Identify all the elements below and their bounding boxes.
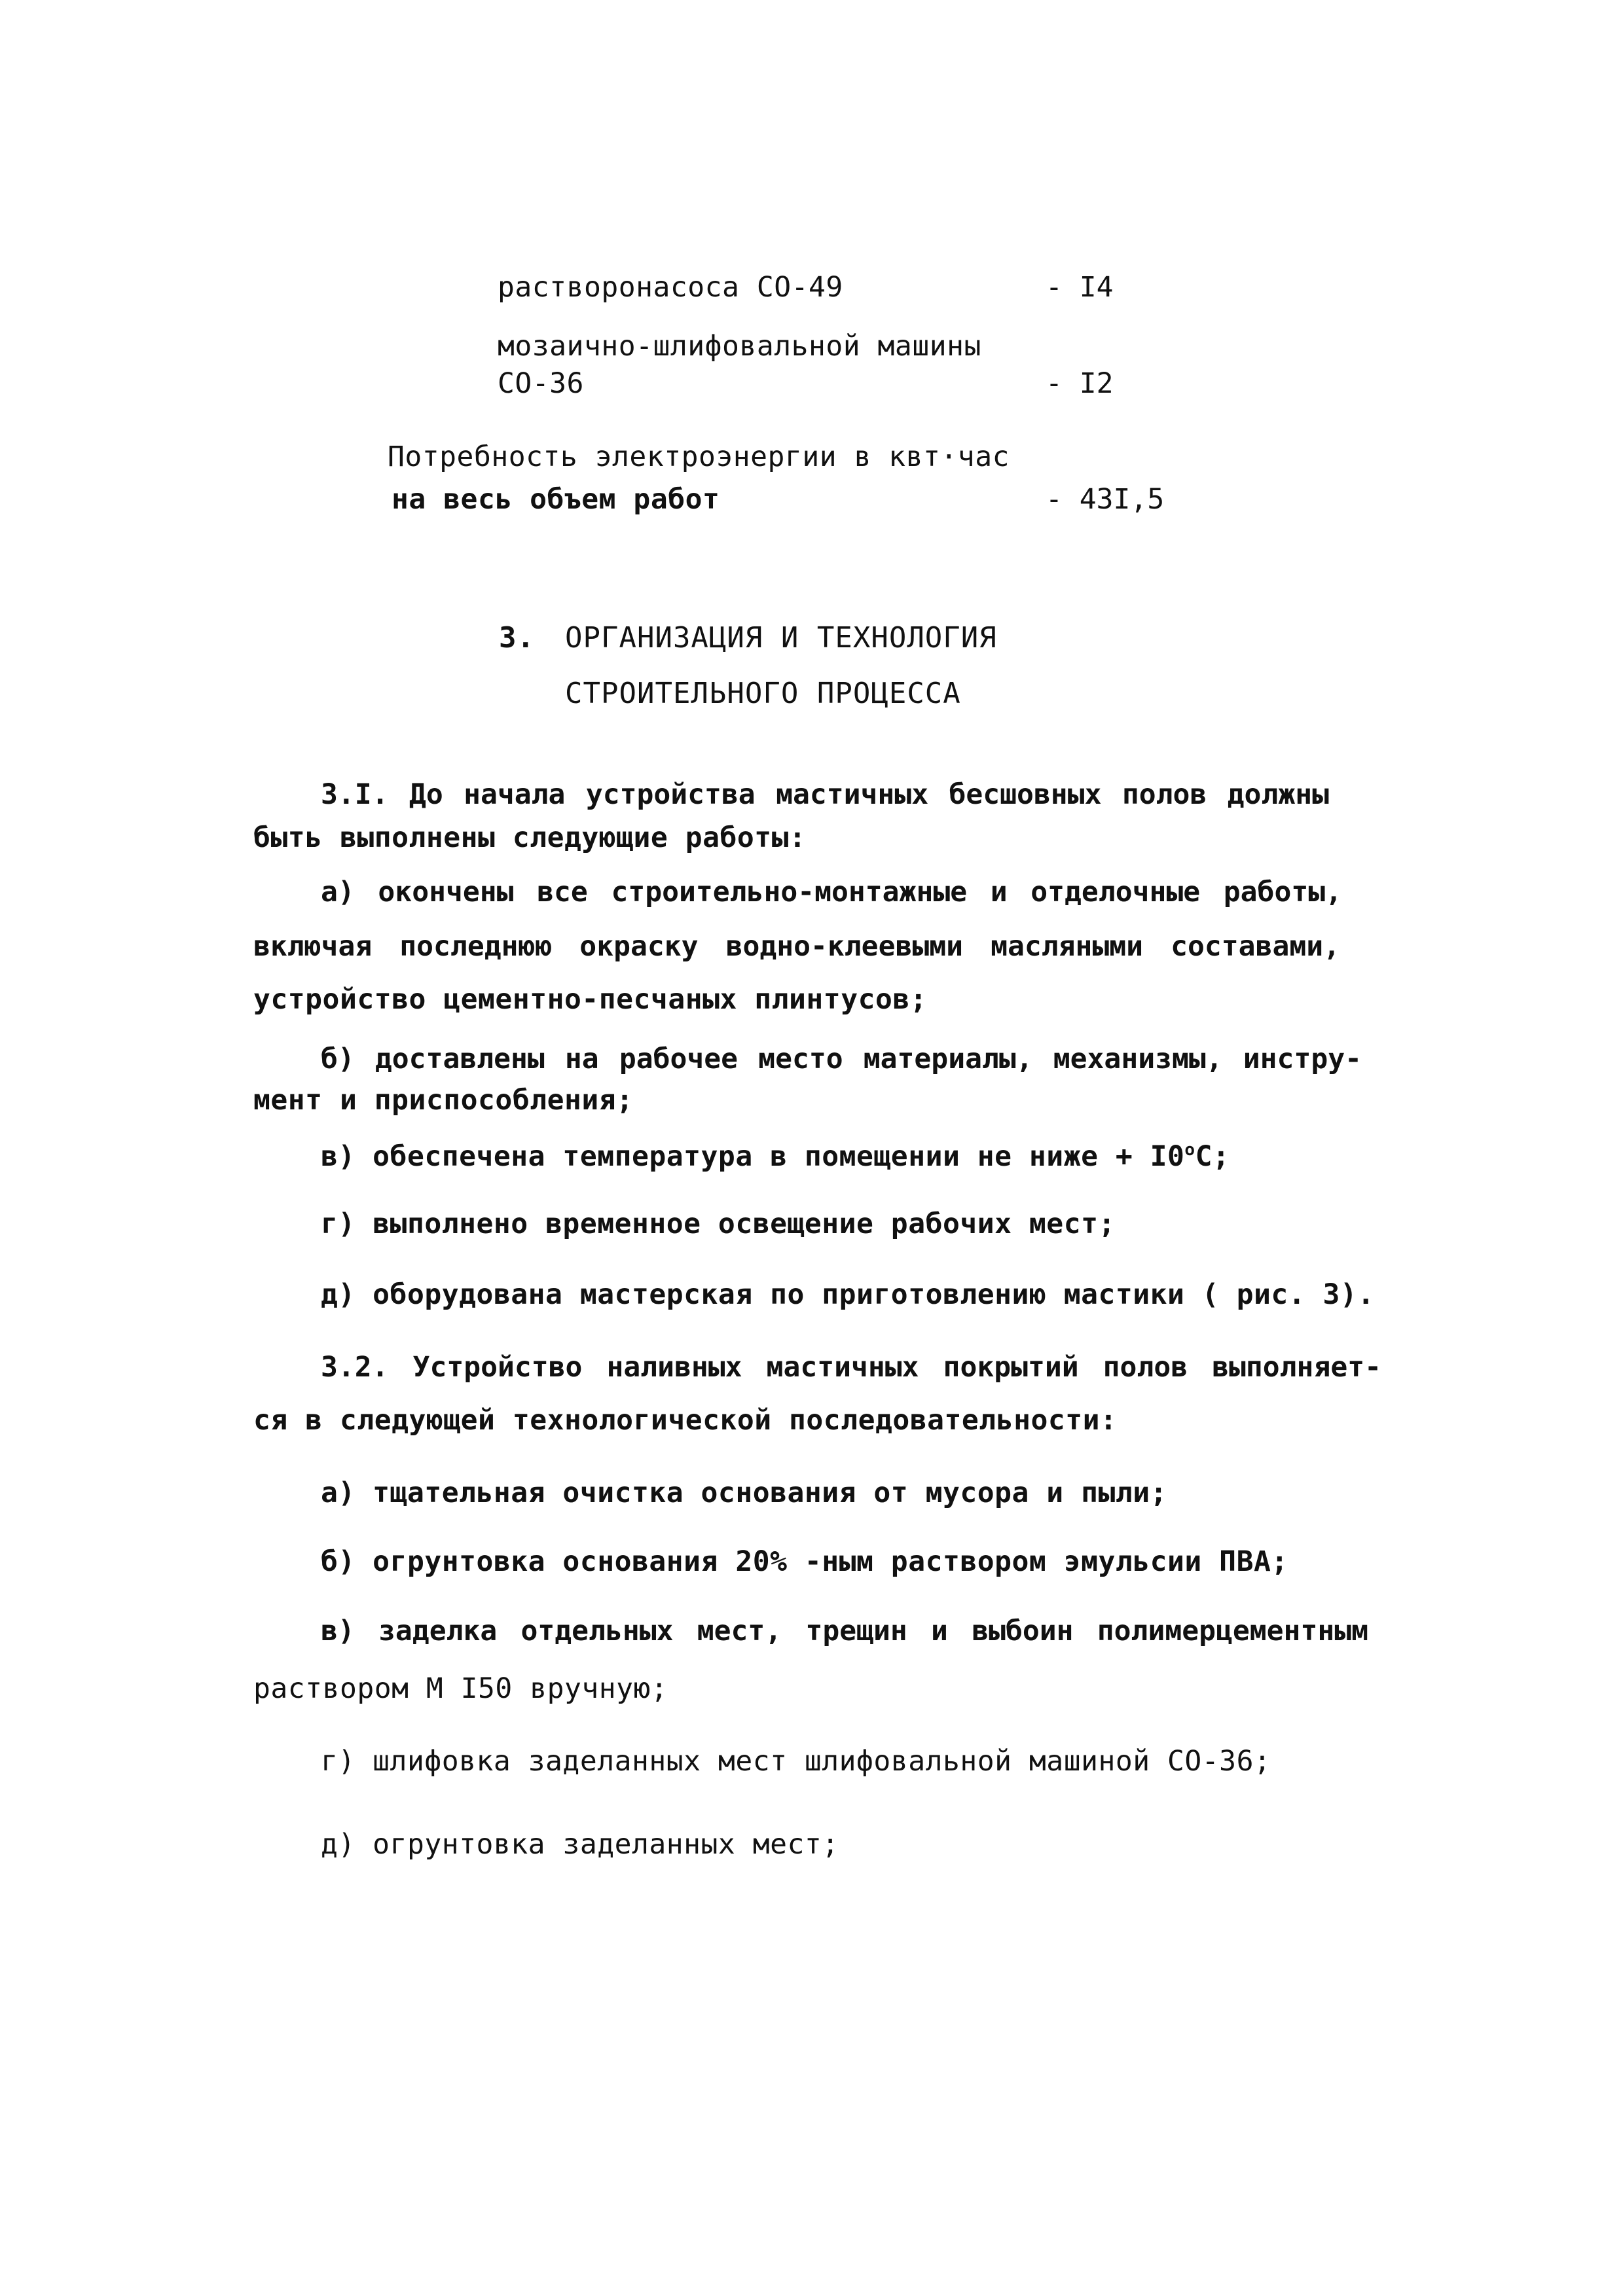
section-number: 3.	[499, 621, 535, 655]
p31-item-b-line2: мент и приспособления;	[253, 1084, 634, 1117]
p32-item-a: а) тщательная очистка основания от мусора и пыли;	[321, 1477, 1168, 1509]
p31-item-d: д) оборудована мастерская по приготовлению мастики ( рис. 3).	[321, 1278, 1375, 1311]
p31-item-v-text: в) обеспечена температура в помещении не ниже + I0	[321, 1140, 1185, 1173]
pump-value: - I4	[1046, 271, 1114, 304]
degree-sign: о	[1184, 1140, 1195, 1160]
p31-item-a-line1: а) окончены все строительно-монтажные и отделочные работы,	[321, 876, 1342, 908]
p32-item-v-line1: в) заделка отдельных мест, трещин и выбоин полимерцементным	[321, 1615, 1368, 1647]
p31-line1: 3.I. До начала устройства мастичных бесшовных полов должны	[321, 778, 1329, 811]
pump-label: растворонасоса СО-49	[498, 271, 843, 304]
machine-label-line1: мозаично-шлифовальной машины	[498, 330, 981, 363]
p31-item-a-line3: устройство цементно-песчаных плинтусов;	[253, 983, 928, 1016]
section-title-line2: СТРОИТЕЛЬНОГО ПРОЦЕССА	[565, 677, 961, 710]
p32-item-d: д) огрунтовка заделанных мест;	[321, 1828, 839, 1861]
energy-label-line1: Потребность электроэнергии в квт·час	[388, 440, 1010, 473]
p32-item-v-line2: раствором М I50 вручную;	[253, 1672, 668, 1705]
machine-label-line2: СО-36	[498, 367, 584, 400]
p31-item-b-line1: б) доставлены на рабочее место материалы, механизмы, инстру-	[321, 1043, 1362, 1075]
p31-item-v	[321, 1140, 1230, 1173]
p32-item-b: б) огрунтовка основания 20% -ным раствором эмульсии ПВА;	[321, 1545, 1288, 1578]
p32-item-g: г) шлифовка заделанных мест шлифовальной машиной СО-36;	[321, 1745, 1271, 1778]
p32-line1: 3.2. Устройство наливных мастичных покрытий полов выполняет-	[321, 1351, 1381, 1384]
p31-item-g: г) выполнено временное освещение рабочих мест;	[321, 1208, 1116, 1240]
p31-item-a-line2: включая последнюю окраску водно-клеевыми масляными составами,	[253, 930, 1340, 963]
p31-line2: быть выполнены следующие работы:	[253, 821, 807, 854]
energy-value: - 43I,5	[1046, 483, 1165, 516]
energy-label-line2: на весь объем работ	[392, 483, 720, 516]
p31-item-v-end: С;	[1195, 1140, 1230, 1173]
p32-line2: ся в следующей технологической последовательности:	[253, 1404, 1118, 1437]
section-title-line1: ОРГАНИЗАЦИЯ И ТЕХНОЛОГИЯ	[565, 621, 997, 655]
machine-value: - I2	[1046, 367, 1114, 400]
